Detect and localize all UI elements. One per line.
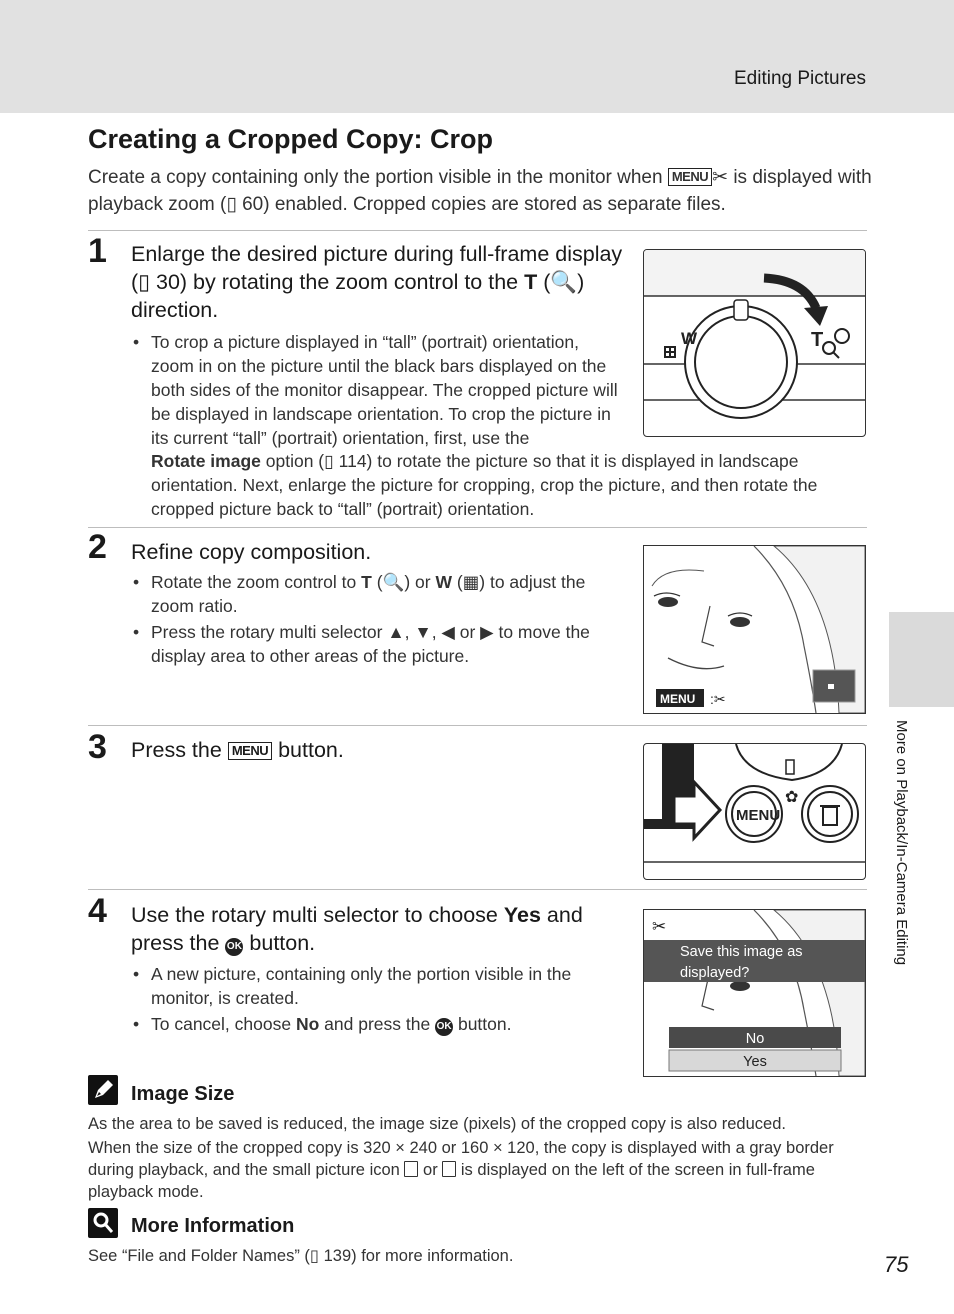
note-text: When the size of the cropped copy is 320 × 240 or 160 × 120, the copy is displayed with a gray border during playback, and the small picture icon or is displayed on the left of the screen in full-frame playback mode.	[88, 1139, 834, 1201]
prompt-line-2: displayed?	[680, 965, 750, 981]
thumbnail-icon: ▦	[462, 572, 480, 592]
step-number: 1	[88, 232, 107, 270]
step-heading: Enlarge the desired picture during full-frame display (▯ 30) by rotating the zoom control to the T (🔍) direction.	[131, 242, 623, 322]
step-heading: Use the rotary multi selector to choose Yes and press the OK button.	[131, 903, 583, 955]
note-magnifier-icon	[88, 1208, 118, 1238]
step-number: 4	[88, 892, 107, 930]
bullet-continuation: Rotate image option (▯ 114) to rotate the picture so that it is displayed in landscape orientation. Next, enlarge the picture for cropping, crop the picture, and then rotate the cropped picture back to “tall” (portrait) orientation.	[151, 451, 818, 519]
note-text: As the area to be saved is reduced, the image size (pixels) of the cropped copy is also reduced.	[88, 1115, 786, 1133]
confirm-screen-drawing	[644, 910, 865, 1076]
step-heading: Press the MENU button.	[131, 738, 344, 762]
note-heading: More Information	[131, 1215, 295, 1237]
note-heading: Image Size	[131, 1083, 235, 1105]
small-picture-icon	[404, 1161, 418, 1177]
zoom-control-drawing	[644, 250, 865, 436]
side-tab	[889, 612, 954, 707]
step-bullets	[131, 570, 611, 670]
crop-icon: :✂	[710, 691, 726, 707]
face-drawing	[644, 546, 865, 713]
crop-icon: ✂	[712, 167, 729, 188]
menu-label: MENU	[660, 692, 696, 706]
crop-icon: ✂	[652, 917, 667, 936]
step-number: 2	[88, 528, 107, 566]
book-icon: ▯	[226, 194, 237, 215]
step-bullets	[131, 962, 611, 1038]
ok-icon: OK	[225, 938, 243, 956]
bullet-item: • To crop a picture displayed in “tall” (portrait) orientation, zoom in on the picture until the black bars displayed on the both sides of the monitor disappear. The cropped picture will be displayed in landscape orientation. To crop the picture in its current “tall” (portrait) orientation, first, use the	[131, 330, 831, 450]
book-icon: ▯	[324, 451, 334, 471]
zoom-control-illustration	[643, 249, 866, 437]
menu-button-illustration	[643, 743, 866, 880]
book-icon: ▯	[309, 1247, 320, 1265]
wide-icon: W	[435, 572, 452, 592]
divider	[88, 230, 867, 231]
tele-icon: T	[361, 572, 372, 592]
divider	[88, 889, 867, 890]
menu-button-drawing	[644, 744, 865, 879]
intro-paragraph: Create a copy containing only the portion visible in the monitor when MENU ✂ is displayed with playback zoom (▯ 60) enabled. Cropped copies are stored as separate files.	[88, 167, 872, 215]
side-tab-label: More on Playback/In-Camera Editing	[893, 720, 910, 966]
tele-icon: T	[524, 270, 538, 294]
divider	[88, 725, 867, 726]
option-yes: Yes	[743, 1054, 767, 1070]
confirm-screen-illustration	[643, 909, 866, 1077]
step-heading: Refine copy composition.	[131, 540, 372, 564]
step-number: 3	[88, 728, 107, 766]
option-no: No	[745, 1031, 765, 1047]
zoom-in-icon: 🔍	[550, 270, 578, 294]
bullet-item: • A new picture, containing only the portion visible in the monitor, is created.	[131, 962, 611, 1010]
note-text: See “File and Folder Names” (▯ 139) for more information.	[88, 1247, 514, 1265]
divider	[88, 527, 867, 528]
zoom-in-icon: 🔍	[382, 572, 405, 592]
bullet-item: • Press the rotary multi selector ▲, ▼, ◀ or ▶ to move the display area to other areas of the picture.	[131, 620, 611, 668]
page-title: Creating a Cropped Copy: Crop	[88, 124, 494, 154]
tele-label: T	[811, 329, 824, 351]
bullet-item: • To cancel, choose No and press the OK button.	[131, 1012, 611, 1036]
header-bar	[0, 0, 954, 113]
note-pencil-icon	[88, 1075, 118, 1105]
menu-icon: MENU	[668, 168, 712, 186]
small-picture-icon	[442, 1161, 456, 1177]
bullet-item: • Rotate the zoom control to T (🔍) or W (▦) to adjust the zoom ratio.	[131, 570, 611, 618]
ok-icon: OK	[435, 1018, 453, 1036]
menu-icon: MENU	[228, 742, 272, 760]
prompt-line-1: Save this image as	[680, 944, 803, 960]
page-number: 75	[884, 1252, 909, 1277]
menu-button-label: MENU	[736, 807, 781, 824]
wide-label: W	[681, 329, 698, 348]
monitor-face-illustration	[643, 545, 866, 714]
book-icon: ▯	[138, 270, 151, 294]
macro-icon: ✿	[785, 789, 799, 806]
section-label: Editing Pictures	[733, 68, 866, 89]
